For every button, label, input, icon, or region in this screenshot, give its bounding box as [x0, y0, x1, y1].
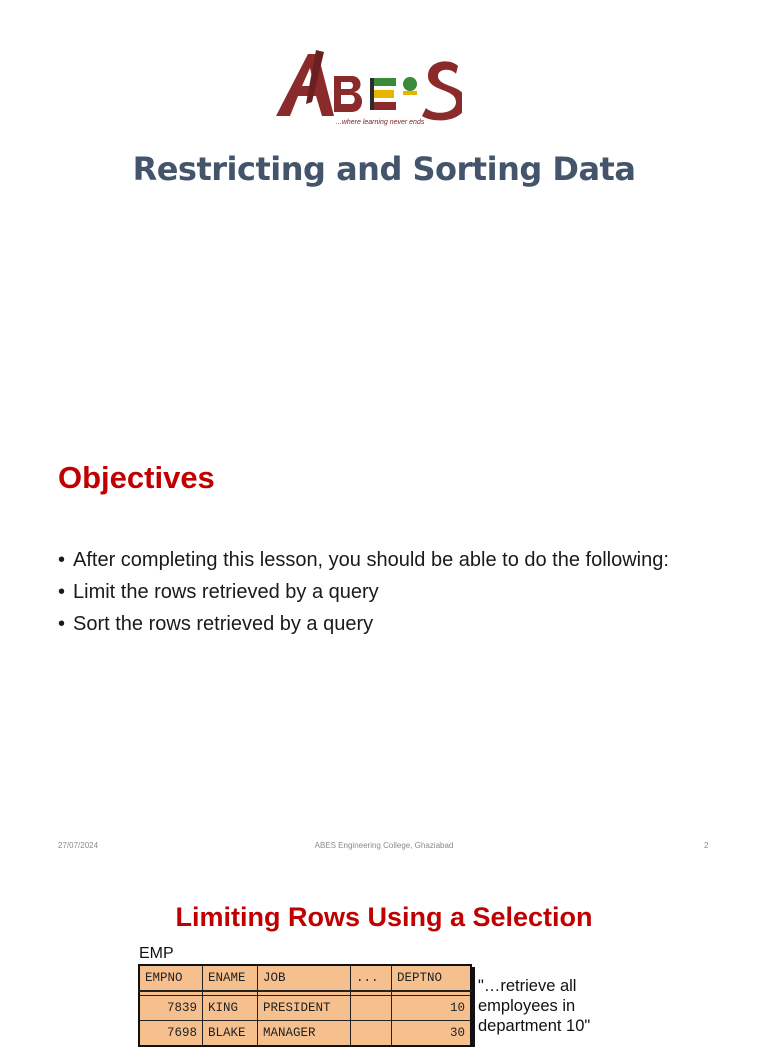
objectives-slide	[0, 430, 768, 860]
table-cell: 7698	[139, 1021, 203, 1047]
selection-title: Limiting Rows Using a Selection	[175, 902, 593, 932]
logo-tagline: ...where learning never ends	[336, 119, 425, 126]
footer-college: ABES Engineering College, Ghaziabad	[314, 841, 454, 850]
table-cell: MANAGER	[258, 1021, 351, 1047]
selection-slide	[0, 880, 768, 1040]
table-cell: KING	[203, 996, 258, 1021]
table-row	[139, 1021, 471, 1047]
column-header: EMPNO	[139, 965, 203, 991]
column-header: ...	[351, 965, 392, 991]
table-cell: BLAKE	[203, 1021, 258, 1047]
table-cell: PRESIDENT	[258, 996, 351, 1021]
column-header: DEPTNO	[392, 965, 472, 991]
selection-note: "…retrieve all employees in department 10"	[478, 977, 591, 1035]
bullet-list	[58, 548, 710, 644]
table-cell: 10	[392, 996, 472, 1021]
bullet-item: • Limit the rows retrieved by a query	[58, 580, 710, 604]
table-cell	[351, 996, 392, 1021]
column-header: ENAME	[203, 965, 258, 991]
table-cell: 30	[392, 1021, 472, 1047]
column-header: JOB	[258, 965, 351, 991]
slide-title: Restricting and Sorting Data	[132, 150, 636, 188]
title-slide	[0, 0, 768, 420]
table-cell	[351, 1021, 392, 1047]
objectives-heading: Objectives	[58, 460, 215, 495]
emp-table	[138, 964, 472, 1047]
bullet-item: • After completing this lesson, you should be able to do the following:	[58, 548, 710, 572]
footer-date: 27/07/2024	[58, 841, 99, 850]
table-header-row	[139, 965, 471, 991]
footer-page-number: 2	[704, 841, 709, 850]
table-row	[139, 996, 471, 1021]
table-label: EMP	[139, 945, 174, 962]
bullet-item: • Sort the rows retrieved by a query	[58, 612, 710, 636]
table-cell: 7839	[139, 996, 203, 1021]
